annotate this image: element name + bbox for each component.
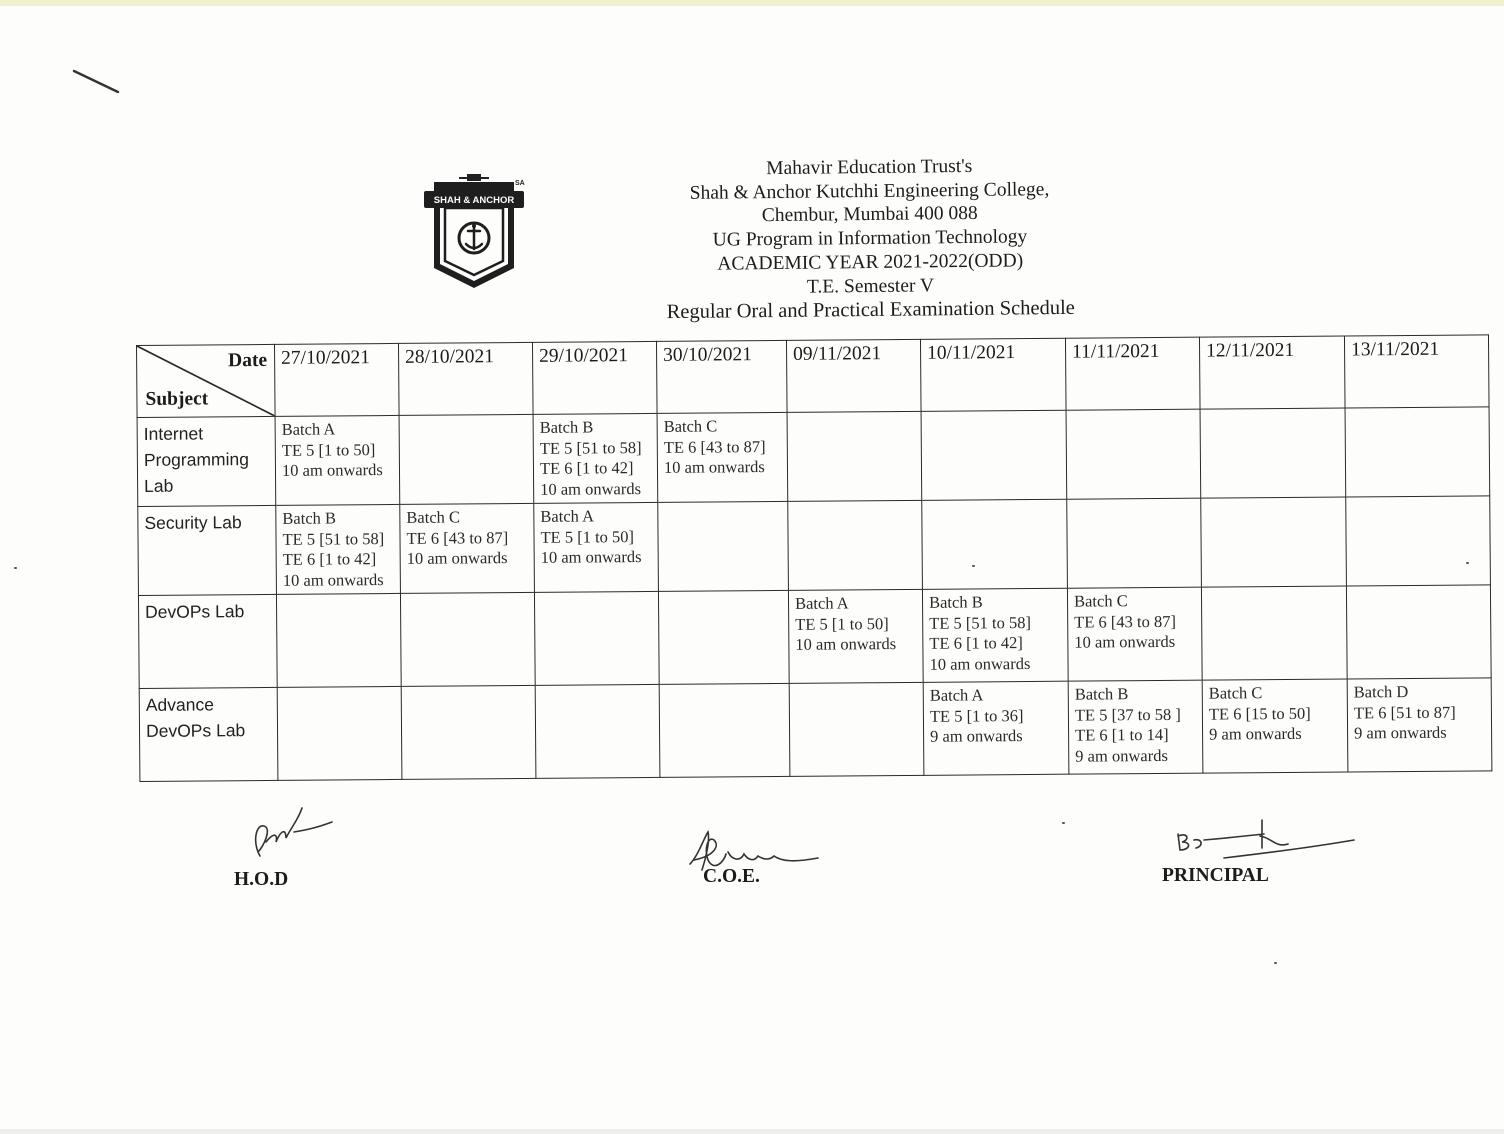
college-address: Chembur, Mumbai 400 088: [761, 203, 978, 227]
batch-label: Batch A: [281, 419, 336, 439]
batch-detail: TE 6 [1 to 42]: [539, 458, 634, 478]
paper-bottom-edge: [0, 1129, 1504, 1134]
academic-year: ACADEMIC YEAR 2021-2022(ODD): [717, 250, 1024, 275]
schedule-cell: [275, 415, 400, 505]
schedule-cell: [1346, 496, 1491, 586]
program-name: UG Program in Information Technology: [712, 226, 1028, 251]
batch-detail: TE 5 [1 to 50]: [281, 439, 376, 460]
batch-detail: 9 am onwards: [1354, 722, 1447, 743]
corner-header-cell: [137, 344, 276, 417]
speck: [1466, 562, 1469, 564]
batch-detail: 10 am onwards: [663, 457, 765, 477]
corner-subject-label: Subject: [145, 388, 209, 410]
schedule-cell: [399, 414, 534, 504]
schedule-cell: [658, 590, 789, 684]
batch-detail: TE 5 [37 to 58 ]: [1074, 704, 1181, 725]
subject-cell: [139, 687, 278, 781]
schedule-cell: [921, 410, 1067, 500]
batch-label: Batch A: [540, 506, 595, 526]
batch-detail: TE 5 [1 to 50]: [540, 526, 635, 547]
batch-label: Batch A: [794, 593, 849, 613]
batch-detail: TE 5 [1 to 36]: [929, 705, 1024, 726]
schedule-cell: [1202, 679, 1348, 773]
batch-detail: TE 6 [15 to 50]: [1208, 703, 1311, 724]
speck: [1274, 962, 1277, 964]
batch-label: Batch D: [1353, 682, 1409, 702]
schedule-cell: [276, 504, 401, 594]
batch-detail: 10 am onwards: [406, 548, 508, 568]
date-header: 29/10/2021: [532, 341, 657, 414]
schedule-cell: [401, 685, 536, 779]
subject-name-line: DevOPs Lab: [145, 601, 245, 622]
subject-name-line: Internet: [143, 423, 204, 444]
date-header: 10/11/2021: [920, 338, 1066, 411]
document-header: [599, 153, 1141, 326]
schedule-cell: [400, 503, 535, 593]
subject-name-line: Programming: [143, 449, 250, 470]
schedule-cell: [923, 681, 1069, 775]
hod-signature: [246, 802, 338, 866]
batch-detail: TE 6 [43 to 87]: [1074, 611, 1177, 632]
batch-detail: TE 5 [51 to 58]: [929, 612, 1032, 633]
date-header-row: [137, 335, 1490, 418]
schedule-cell: [922, 499, 1068, 589]
batch-detail: TE 5 [1 to 50]: [795, 613, 889, 634]
batch-label: Batch B: [928, 592, 983, 612]
schedule-cell: [789, 682, 924, 776]
batch-detail: TE 6 [1 to 14]: [1075, 724, 1169, 745]
batch-detail: TE 6 [1 to 42]: [929, 633, 1023, 653]
principal-signature: [1168, 818, 1364, 866]
corner-date-label: Date: [228, 349, 268, 372]
batch-detail: TE 5 [51 to 58]: [539, 437, 642, 458]
subject-name-line: Security Lab: [144, 512, 242, 533]
schedule-cell: [1201, 586, 1347, 680]
batch-detail: TE 6 [43 to 87]: [406, 527, 509, 548]
subject-name-line: Lab: [144, 475, 174, 496]
schedule-cell: [1345, 407, 1490, 497]
batch-detail: 10 am onwards: [282, 569, 384, 590]
batch-detail: 10 am onwards: [795, 634, 897, 654]
date-header: 12/11/2021: [1199, 336, 1345, 409]
batch-label: Batch C: [1073, 591, 1128, 611]
schedule-cell: [657, 412, 788, 502]
schedule-cell: [1346, 585, 1491, 679]
schedule-cell: [1200, 408, 1346, 498]
schedule-cell: [788, 589, 923, 683]
schedule-cell: [1066, 409, 1201, 499]
schedule-cell: [922, 588, 1068, 682]
batch-detail: 10 am onwards: [1074, 631, 1176, 652]
date-header: 13/11/2021: [1344, 335, 1489, 408]
subject-cell: [137, 416, 276, 506]
batch-detail: 9 am onwards: [1209, 723, 1302, 744]
batch-label: Batch B: [1074, 684, 1129, 704]
paper-top-edge: [0, 0, 1504, 6]
speck: [14, 567, 17, 569]
schedule-cell: [787, 411, 922, 501]
batch-detail: TE 5 [51 to 58]: [282, 528, 385, 549]
schedule-cell: [788, 500, 923, 590]
logo-mark-text: SA: [515, 180, 525, 187]
subject-name-line: DevOPs Lab: [145, 720, 246, 741]
batch-label: Batch B: [539, 417, 594, 437]
schedule-cell: [1068, 680, 1203, 774]
logo-banner-text: SHAH & ANCHOR: [433, 195, 515, 206]
schedule-cell: [534, 502, 659, 592]
batch-detail: 10 am onwards: [540, 478, 642, 499]
subject-cell: [138, 505, 277, 595]
semester: T.E. Semester V: [806, 274, 935, 298]
batch-detail: 10 am onwards: [929, 653, 1031, 674]
batch-label: Batch B: [282, 508, 337, 528]
schedule-cell: [277, 686, 402, 780]
speck: [1062, 822, 1065, 824]
schedule-row: [138, 585, 1491, 689]
batch-detail: 9 am onwards: [1075, 745, 1168, 766]
schedule-cell: [400, 592, 535, 686]
coe-label: C.O.E.: [703, 866, 760, 887]
schedule-row: [139, 678, 1492, 782]
schedule-row: [137, 407, 1490, 507]
speck: [972, 565, 975, 567]
schedule-cell: [1067, 498, 1202, 588]
date-header: 09/11/2021: [786, 339, 921, 412]
batch-label: Batch C: [663, 416, 718, 436]
schedule-cell: [533, 413, 658, 503]
batch-detail: TE 6 [1 to 42]: [282, 549, 377, 569]
batch-detail: TE 6 [43 to 87]: [663, 436, 766, 457]
exam-schedule-table: [136, 334, 1492, 782]
schedule-cell: [1201, 497, 1347, 587]
batch-detail: TE 6 [51 to 87]: [1353, 702, 1456, 722]
date-header: 11/11/2021: [1065, 337, 1200, 410]
schedule-cell: [534, 591, 659, 685]
hod-label: H.O.D: [234, 869, 289, 890]
college-logo: [420, 172, 528, 290]
batch-label: Batch C: [1208, 683, 1263, 703]
schedule-cell: [658, 501, 789, 591]
schedule-row: [138, 496, 1491, 596]
trust-name: Mahavir Education Trust's: [766, 155, 973, 180]
batch-detail: 10 am onwards: [540, 547, 642, 567]
schedule-table-wrapper: [136, 334, 1492, 782]
batch-label: Batch A: [929, 685, 984, 705]
date-header: 30/10/2021: [656, 340, 787, 413]
schedule-cell: [1067, 587, 1202, 681]
schedule-cell: [659, 683, 790, 777]
subject-cell: [138, 594, 277, 688]
principal-label: PRINCIPAL: [1162, 865, 1269, 886]
schedule-cell: [1347, 678, 1492, 772]
batch-detail: 10 am onwards: [281, 460, 383, 480]
date-header: 27/10/2021: [274, 343, 399, 416]
batch-label: Batch C: [406, 507, 461, 527]
document-title: Regular Oral and Practical Examination Schedule: [666, 297, 1075, 324]
schedule-cell: [535, 684, 660, 778]
date-header: 28/10/2021: [398, 342, 533, 415]
schedule-cell: [276, 593, 401, 687]
college-name: Shah & Anchor Kutchhi Engineering College,: [689, 178, 1050, 204]
subject-name-line: Advance: [145, 694, 215, 715]
stray-pen-mark: [72, 68, 122, 96]
batch-detail: 9 am onwards: [930, 726, 1023, 746]
